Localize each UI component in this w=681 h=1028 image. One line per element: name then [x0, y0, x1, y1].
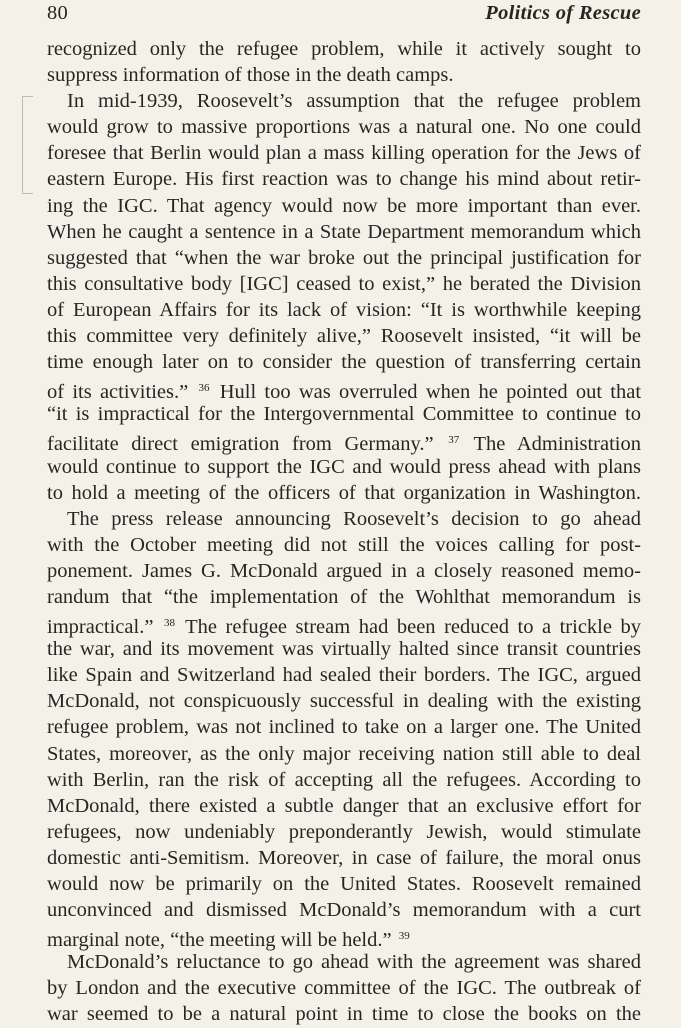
line-text-continued: The refugee stream had been reduced to a trickle by	[185, 616, 642, 639]
line-text: refugee problem, was not inclined to take on a larger one. The United	[47, 716, 641, 739]
line-text: of European Affairs for its lack of vision: “It is worthwhile keeping	[47, 298, 641, 321]
line-text: marginal note, “the meeting will be held.”	[47, 929, 392, 952]
line-text: recognized only the refugee problem, while it actively sought to	[47, 38, 641, 60]
text-line	[47, 427, 641, 456]
text-line	[47, 767, 641, 793]
text-line	[47, 714, 641, 740]
text-line	[47, 480, 641, 506]
page-number: 80	[47, 2, 68, 24]
text-line	[47, 923, 641, 952]
text-line	[47, 219, 641, 245]
line-text: McDonald, not conspicuously successful in dealing with the existing	[47, 690, 641, 713]
text-line	[47, 636, 641, 662]
text-line	[47, 88, 641, 114]
line-text: would grow to massive proportions was a natural one. No one could	[47, 116, 641, 139]
line-text: like Spain and Switzerland had sealed their borders. The IGC, argued	[47, 664, 641, 687]
text-line	[47, 819, 641, 845]
text-line	[47, 688, 641, 714]
body-text	[47, 36, 641, 1028]
line-text: would continue to support the IGC and would press ahead with plans	[47, 455, 641, 478]
text-line	[47, 36, 641, 62]
margin-bracket-mark	[22, 96, 33, 194]
text-line	[47, 323, 641, 349]
text-line	[47, 349, 641, 375]
line-text: In mid-1939, Roosevelt’s assumption that the refugee problem	[67, 90, 641, 113]
line-text: by London and the executive committee of the IGC. The outbreak of	[47, 977, 641, 1000]
line-text: suggested that “when the war broke out the principal justification for	[47, 246, 641, 269]
line-text: ponement. James G. McDonald argued in a closely reasoned memo-	[47, 559, 641, 582]
line-text: would now be primarily on the United States. Roosevelt remained	[47, 873, 641, 895]
text-line	[47, 532, 641, 558]
line-text: suppress information of those in the death camps.	[47, 64, 454, 87]
text-line	[47, 114, 641, 140]
line-text-continued: The Administration	[473, 433, 641, 456]
footnote-ref: 36	[198, 382, 210, 395]
text-line	[47, 871, 641, 897]
line-text: randum that “the implementation of the Wohlthat memorandum is	[47, 585, 641, 608]
text-line	[47, 506, 641, 532]
line-text: war seemed to be a natural point in time to close the books on the	[47, 1003, 641, 1026]
line-text: facilitate direct emigration from Germany.”	[47, 433, 434, 456]
text-line	[47, 140, 641, 166]
line-text-continued: Hull too was overruled when he pointed out that	[219, 381, 642, 404]
line-text: this consultative body [IGC] ceased to exist,” he berated the Division	[47, 272, 641, 295]
footnote-ref: 39	[398, 930, 410, 943]
line-text: this committee very definitely alive,” Roosevelt insisted, “it will be	[47, 325, 641, 348]
line-text: to hold a meeting of the officers of that organization in Washington.	[47, 481, 641, 504]
line-text: The press release announcing Roosevelt’s decision to go ahead	[67, 507, 641, 530]
line-text: McDonald’s reluctance to go ahead with the agreement was shared	[67, 951, 641, 974]
text-line	[47, 584, 641, 610]
line-text: ing the IGC. That agency would now be more important than ever.	[47, 194, 641, 217]
text-line	[47, 897, 641, 923]
text-line	[47, 793, 641, 819]
text-line	[47, 975, 641, 1001]
text-line	[47, 62, 641, 88]
text-line	[47, 245, 641, 271]
line-text: States, moreover, as the only major receiving nation still able to deal	[47, 742, 641, 765]
text-line	[47, 375, 642, 404]
line-text: unconvinced and dismissed McDonald’s memorandum with a curt	[47, 899, 641, 922]
text-line	[47, 166, 641, 192]
line-text: domestic anti-Semitism. Moreover, in case of failure, the moral onus	[47, 846, 641, 869]
text-line	[47, 297, 641, 323]
footnote-ref: 38	[163, 617, 175, 630]
line-text: eastern Europe. His first reaction was to change his mind about retir-	[47, 168, 641, 191]
line-text: of its activities.”	[47, 381, 189, 404]
line-text: impractical.”	[47, 616, 154, 639]
line-text: the war, and its movement was virtually halted since transit countries	[47, 638, 641, 661]
line-text: “it is impractical for the Intergovernmental Committee to continue to	[47, 403, 641, 426]
text-line	[47, 610, 642, 639]
line-text: with Berlin, ran the risk of accepting all the refugees. According to	[47, 768, 641, 791]
line-text: McDonald, there existed a subtle danger that an exclusive effort for	[47, 794, 641, 817]
text-line	[47, 193, 641, 219]
text-line	[47, 741, 641, 767]
text-line	[47, 1001, 641, 1027]
line-text: refugees, now undeniably preponderantly Jewish, would stimulate	[47, 820, 641, 843]
text-line	[47, 949, 641, 975]
text-line	[47, 271, 641, 297]
text-line	[47, 401, 641, 427]
text-line	[47, 558, 641, 584]
text-line	[47, 845, 641, 871]
line-text: with the October meeting did not still the voices calling for post-	[47, 533, 641, 556]
line-text: time enough later on to consider the question of transferring certain	[47, 351, 641, 374]
page-header	[47, 2, 641, 32]
line-text: foresee that Berlin would plan a mass killing operation for the Jews of	[47, 142, 641, 165]
running-head: Politics of Rescue	[485, 2, 641, 24]
line-text: When he caught a sentence in a State Department memorandum which	[47, 220, 641, 243]
footnote-ref: 37	[448, 434, 460, 447]
text-line	[47, 454, 641, 480]
text-line	[47, 662, 641, 688]
